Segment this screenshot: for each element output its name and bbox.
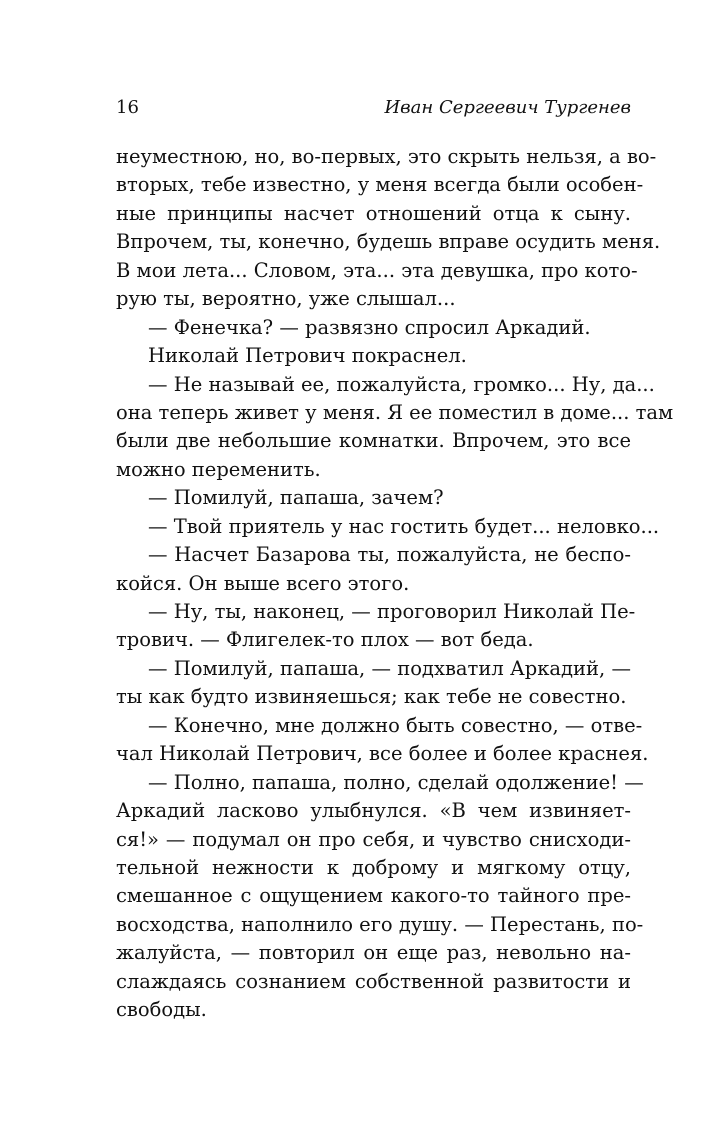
text-line: жалуйста, — повторил он еще раз, невольно на- [116, 941, 631, 965]
text-line: были две небольшие комнатки. Впрочем, это все [116, 429, 631, 453]
text-line: вторых, тебе известно, у меня всегда были особен- [116, 173, 644, 197]
text-line: можно переменить. [116, 457, 321, 481]
page-number: 16 [116, 97, 139, 118]
text-line: койся. Он выше всего этого. [116, 571, 410, 595]
text-line: — Ну, ты, наконец, — проговорил Николай Пе- [148, 600, 636, 623]
body-text [116, 143, 674, 1025]
text-line: чал Николай Петрович, все более и более краснея. [116, 742, 649, 766]
running-title: Иван Сергеевич Тургенев [384, 97, 631, 118]
text-line: неуместною, но, во-первых, это скрыть нельзя, а во- [116, 145, 657, 168]
text-line: ты как будто извиняешься; как тебе не совестно. [116, 685, 627, 709]
text-line: В мои лета... Словом, эта... эта девушка, про кото- [116, 258, 638, 282]
text-line: ные принципы насчет отношений отца к сыну. [116, 201, 631, 225]
text-line: она теперь живет у меня. Я ее поместил в доме... там [116, 400, 674, 424]
text-line: слаждаясь сознанием собственной развитости и [116, 969, 631, 993]
text-line: — Не называй ее, пожалуйста, громко... Ну, да... [148, 372, 655, 396]
text-line: восходства, наполнило его душу. — Перестань, по- [116, 912, 644, 936]
text-line: — Фенечка? — развязно спросил Аркадий. [148, 315, 591, 339]
text-line: — Полно, папаша, полно, сделай одолжение! — [148, 770, 644, 794]
text-line: — Насчет Базарова ты, пожалуйста, не беспо- [148, 543, 631, 567]
text-line: Аркадий ласково улыбнулся. «В чем извиняет- [116, 799, 631, 823]
text-line: тельной нежности к доброму и мягкому отцу, [116, 855, 631, 879]
text-line: — Помилуй, папаша, зачем? [148, 486, 444, 510]
text-line: Николай Петрович покраснел. [148, 344, 467, 368]
text-line: свободы. [116, 998, 207, 1022]
page-header [116, 96, 631, 124]
text-line: смешанное с ощущением какого-то тайного пре- [116, 884, 631, 908]
text-line: ся!» — подумал он про себя, и чувство снисходи- [116, 827, 631, 851]
text-line: трович. — Флигелек-то плох — вот беда. [116, 628, 534, 652]
text-line: — Твой приятель у нас гостить будет... неловко... [148, 514, 660, 538]
text-line: — Конечно, мне должно быть совестно, — отве- [148, 713, 643, 737]
text-line: рую ты, вероятно, уже слышал... [116, 287, 456, 311]
text-line: — Помилуй, папаша, — подхватил Аркадий, — [148, 656, 631, 680]
text-line: Впрочем, ты, конечно, будешь вправе осудить меня. [116, 230, 661, 254]
